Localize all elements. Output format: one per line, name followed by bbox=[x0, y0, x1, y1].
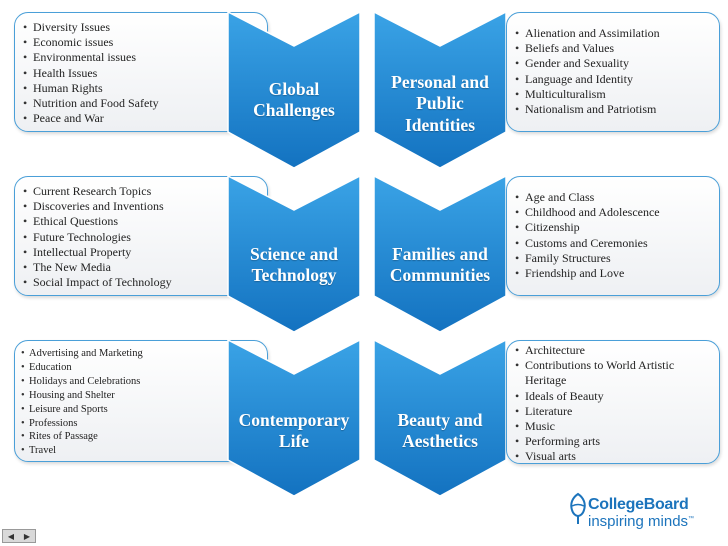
topic-item: • Environmental issues bbox=[23, 50, 267, 65]
section-title-line: Challenges bbox=[253, 100, 335, 120]
topic-item: • Rites of Passage bbox=[21, 430, 267, 444]
topic-item: • Holidays and Celebrations bbox=[21, 375, 267, 389]
topic-list bbox=[515, 190, 719, 281]
topic-item: • Age and Class bbox=[515, 190, 719, 205]
section-title-beauty-aesthetics bbox=[374, 401, 506, 461]
slide-nav bbox=[2, 529, 36, 543]
prev-slide-button[interactable]: ◀ bbox=[7, 531, 15, 541]
acorn-icon bbox=[568, 492, 588, 526]
topic-item: • Ethical Questions bbox=[23, 214, 267, 229]
section-title-line: Science and bbox=[250, 243, 338, 264]
topic-item: • Professions bbox=[21, 417, 267, 431]
topic-item: • Peace and War bbox=[23, 111, 267, 126]
section-title-line: Beauty and bbox=[397, 409, 483, 430]
topic-item: • Nutrition and Food Safety bbox=[23, 96, 267, 111]
section-title-line: Identities bbox=[405, 114, 475, 135]
topic-item: • Language and Identity bbox=[515, 72, 719, 87]
section-title-line: Personal and bbox=[391, 71, 489, 92]
topic-item: • Friendship and Love bbox=[515, 266, 719, 281]
topic-item: • Travel bbox=[21, 444, 267, 458]
section-title-science-technology bbox=[228, 235, 360, 295]
topic-item: • Citizenship bbox=[515, 220, 719, 235]
topic-item: • Discoveries and Inventions bbox=[23, 199, 267, 214]
topic-item: • Nationalism and Patriotism bbox=[515, 102, 719, 117]
topic-item: • Performing arts bbox=[515, 434, 715, 449]
topic-box-families-communities bbox=[506, 176, 720, 296]
section-title-personal-public-identities bbox=[374, 68, 506, 140]
topic-item: • Education bbox=[21, 361, 267, 375]
topic-list bbox=[515, 26, 719, 117]
topic-box-beauty-aesthetics bbox=[506, 340, 720, 464]
section-title-line: Global bbox=[268, 78, 320, 99]
topic-item: • Literature bbox=[515, 404, 715, 419]
topic-item: • Childhood and Adolescence bbox=[515, 205, 719, 220]
topic-item: • The New Media bbox=[23, 260, 267, 275]
topic-item: • Multiculturalism bbox=[515, 87, 719, 102]
topic-item: • Gender and Sexuality bbox=[515, 56, 719, 71]
section-title-families-communities bbox=[374, 235, 506, 295]
logo-tagline: inspiring minds™ bbox=[588, 513, 695, 530]
topic-item: • Economic issues bbox=[23, 35, 267, 50]
topic-item: • Beliefs and Values bbox=[515, 41, 719, 56]
topic-item: • Housing and Shelter bbox=[21, 389, 267, 403]
collegeboard-logo bbox=[566, 482, 716, 538]
topic-item: • Diversity Issues bbox=[23, 20, 267, 35]
topic-item: • Contributions to World Artistic Heritage bbox=[515, 358, 715, 388]
topic-item: • Music bbox=[515, 419, 715, 434]
section-title-line: Life bbox=[278, 431, 310, 451]
section-title-line: Public bbox=[416, 93, 464, 114]
topic-item: • Family Structures bbox=[515, 251, 719, 266]
logo-brand: CollegeBoard bbox=[588, 496, 689, 513]
section-title-line: Aesthetics bbox=[402, 431, 478, 451]
topic-item: • Alienation and Assimilation bbox=[515, 26, 719, 41]
topic-item: • Visual arts bbox=[515, 449, 715, 464]
topic-item: • Current Research Topics bbox=[23, 184, 267, 199]
topic-box-personal-public-identities bbox=[506, 12, 720, 132]
topic-item: • Social Impact of Technology bbox=[23, 275, 267, 290]
topic-item: • Ideals of Beauty bbox=[515, 389, 715, 404]
section-title-contemporary-life bbox=[222, 401, 366, 461]
topic-item: • Leisure and Sports bbox=[21, 403, 267, 417]
topic-item: • Customs and Ceremonies bbox=[515, 236, 719, 251]
next-slide-button[interactable]: ▶ bbox=[23, 531, 31, 541]
topic-item: • Health Issues bbox=[23, 66, 267, 81]
section-title-line: Families and bbox=[392, 243, 488, 264]
section-title-global-challenges bbox=[228, 68, 360, 132]
topic-item: • Human Rights bbox=[23, 81, 267, 96]
topic-item: • Advertising and Marketing bbox=[21, 347, 267, 361]
topic-item: • Future Technologies bbox=[23, 230, 267, 245]
topic-list bbox=[515, 343, 715, 465]
section-title-line: Technology bbox=[251, 265, 337, 285]
section-title-line: Contemporary bbox=[238, 409, 350, 430]
topic-item: • Architecture bbox=[515, 343, 715, 358]
topic-item: • Intellectual Property bbox=[23, 245, 267, 260]
section-title-line: Communities bbox=[389, 265, 491, 285]
